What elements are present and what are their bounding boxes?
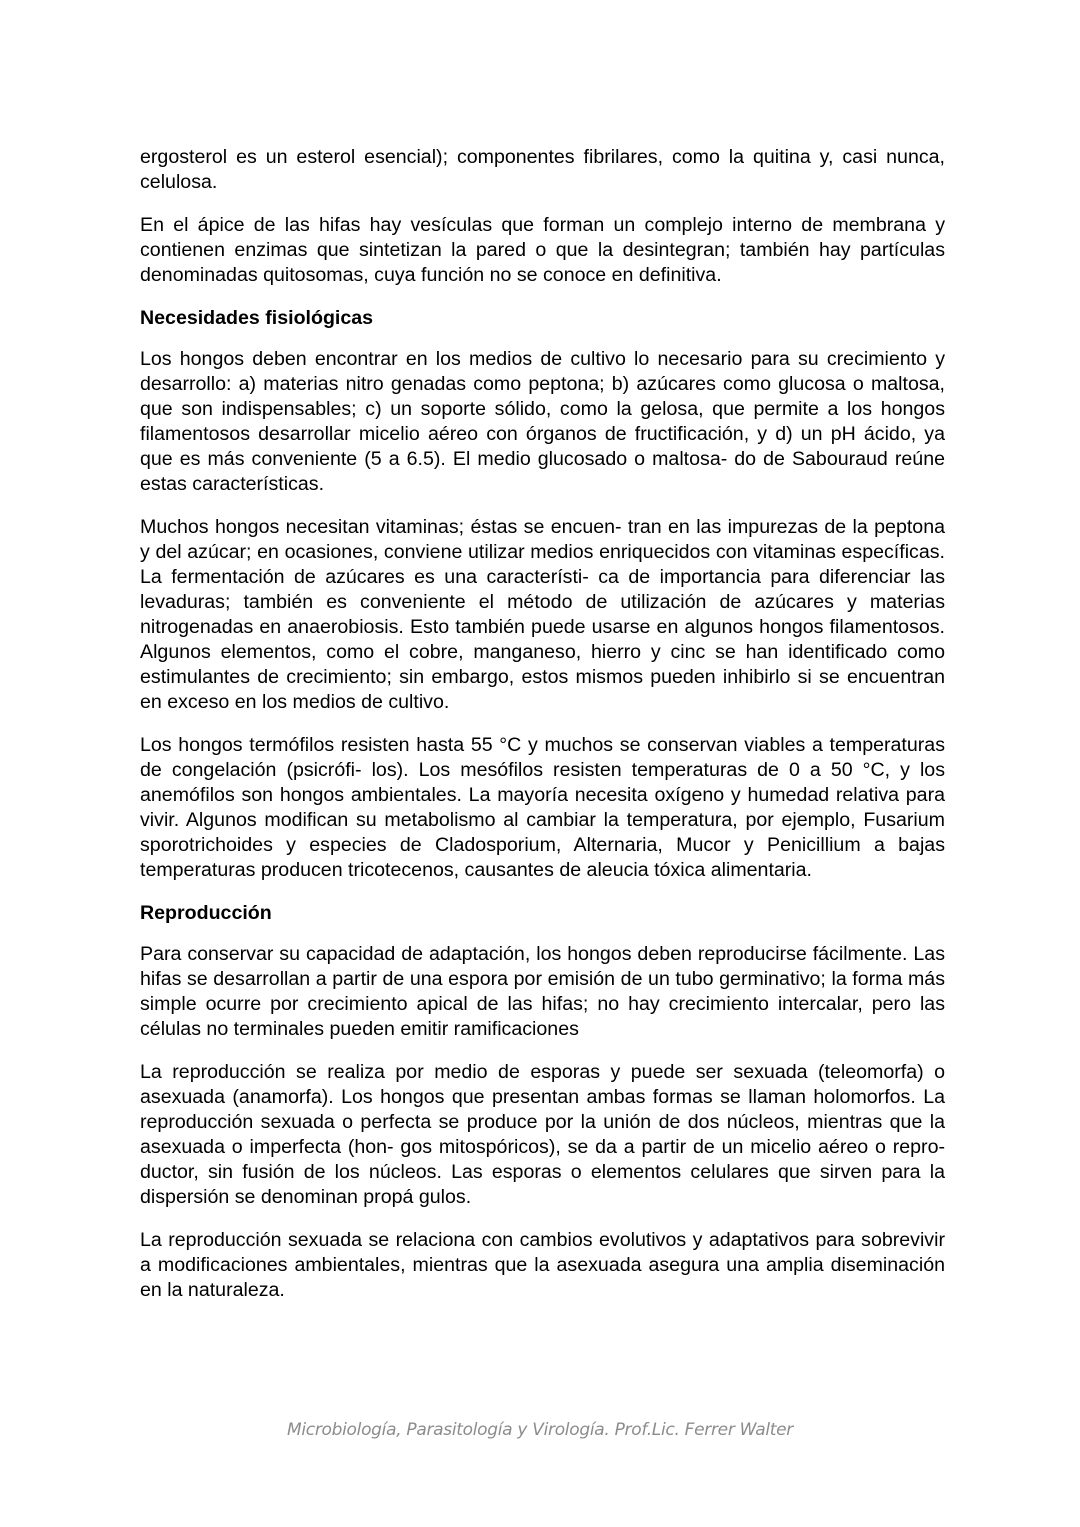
- paragraph-reproduccion-sexuada: La reproducción sexuada se relaciona con cambios evolutivos y adaptativos para sobrevivir a modificaciones ambientales, mientras que la asexuada asegura una amplia diseminación en la naturaleza.: [140, 1229, 945, 1301]
- page-footer: Microbiología, Parasitología y Virología. Prof.Lic. Ferrer Walter: [287, 1420, 793, 1440]
- document-body: [140, 145, 945, 1321]
- paragraph-apice-hifas: En el ápice de las hifas hay vesículas que forman un complejo interno de membrana y contienen enzimas que sintetizan la pared o que la desintegran; también hay partículas denominadas quitosomas, cuya función no se conoce en definitiva.: [140, 214, 945, 286]
- paragraph-temperatura: Los hongos termófilos resisten hasta 55 °C y muchos se conservan viables a temperaturas de congelación (psicrófi- los). Los mesófilos resisten temperaturas de 0 a 50 °C, y los anemófilos son hongos ambientales. La mayoría necesita oxígeno y humedad relativa para vivir. Algunos modifican su metabolismo al cambiar la temperatura, por ejemplo, Fusarium sporotrichoides y especies de Cladosporium, Alternaria, Mucor y Penicillium a bajas temperaturas producen tricotecenos, causantes de aleucia tóxica alimentaria.: [140, 734, 945, 881]
- section-heading-reproduccion: Reproducción: [140, 902, 272, 924]
- paragraph-esporas: La reproducción se realiza por medio de esporas y puede ser sexuada (teleomorfa) o asexuada (anamorfa). Los hongos que presentan ambas formas se llaman holomorfos. La reproducción sexuada o perfecta se produce por la unión de dos núcleos, mientras que la asexuada o imperfecta (hon- gos mitospóricos), se da a partir de un micelio aéreo o repro- ductor, sin fusión de los núcleos. Las esporas o elementos celulares que sirven para la dispersión se denominan propá gulos.: [140, 1061, 945, 1208]
- paragraph-ergosterol: ergosterol es un esterol esencial); componentes fibrilares, como la quitina y, casi nunca, celulosa.: [140, 146, 945, 193]
- paragraph-vitaminas: Muchos hongos necesitan vitaminas; éstas se encuen- tran en las impurezas de la peptona y del azúcar; en ocasiones, conviene utilizar medios enriquecidos con vitaminas específicas. La fermentación de azúcares es una característi- ca de importancia para diferenciar las levaduras; también es conveniente el método de utilización de azúcares y materias nitrogenadas en anaerobiosis. Esto también puede usarse en algunos hongos filamentosos. Algunos elementos, como el cobre, manganeso, hierro y cinc se han identificado como estimulantes de crecimiento; sin embargo, estos mismos pueden inhibirlo si se encuentran en exceso en los medios de cultivo.: [140, 516, 945, 713]
- paragraph-adaptacion: Para conservar su capacidad de adaptación, los hongos deben reproducirse fácilmente. Las hifas se desarrollan a partir de una espora por emisión de un tubo germinativo; la forma más simple ocurre por crecimiento apical de las hifas; no hay crecimiento intercalar, pero las células no terminales pueden emitir ramificaciones: [140, 943, 945, 1040]
- section-heading-necesidades: Necesidades fisiológicas: [140, 307, 374, 329]
- paragraph-medios-cultivo: Los hongos deben encontrar en los medios de cultivo lo necesario para su crecimiento y desarrollo: a) materias nitro genadas como peptona; b) azúcares como glucosa o maltosa, que son indispensables; c) un soporte sólido, como la gelosa, que permite a los hongos filamentosos desarrollar micelio aéreo con órganos de fructificación, y d) un pH ácido, ya que es más conveniente (5 a 6.5). El medio glucosado o maltosa- do de Sabouraud reúne estas características.: [140, 348, 945, 495]
